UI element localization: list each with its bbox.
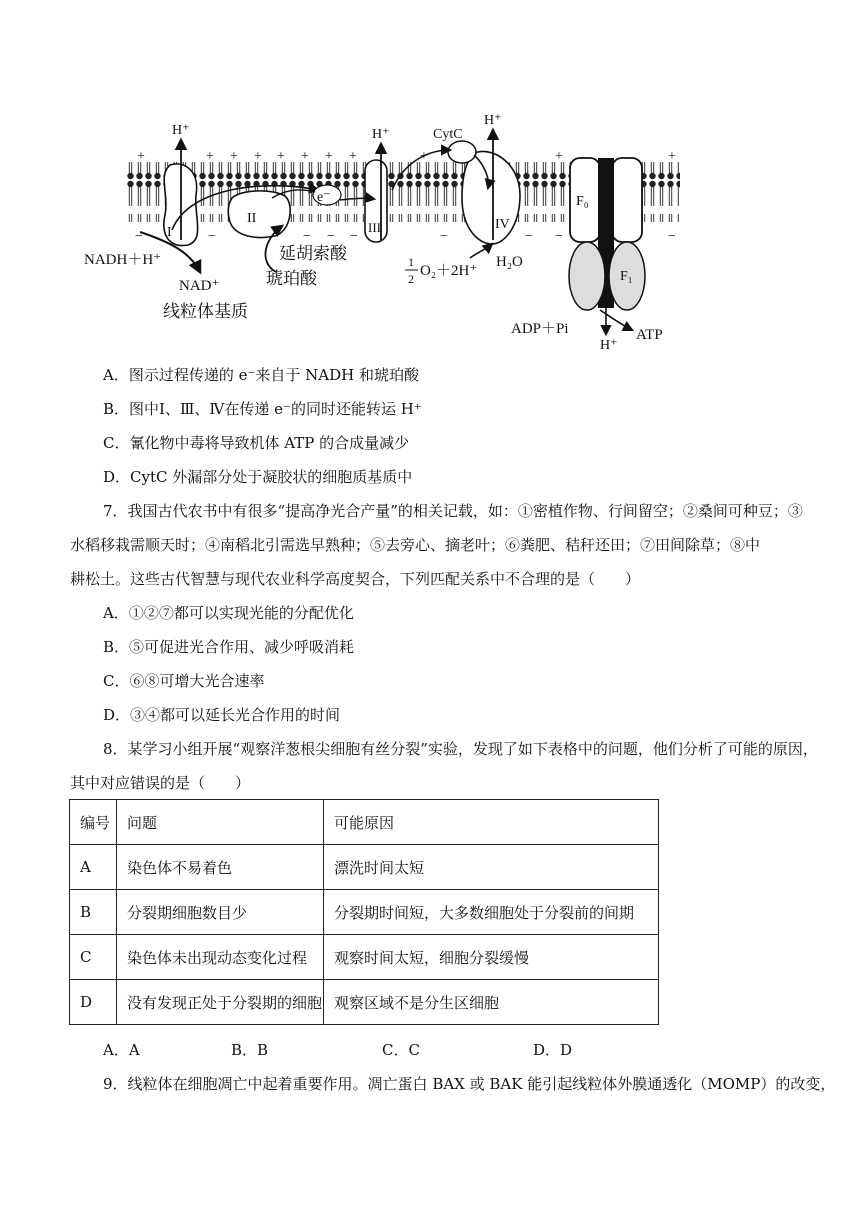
svg-text:−: − [350, 229, 358, 244]
svg-text:−: − [208, 229, 216, 244]
q7-option-b: B．⑤可促进光合作用、减少呼吸消耗 [103, 638, 355, 656]
table-row [70, 890, 659, 935]
table-row [70, 980, 659, 1025]
h2o-label: H₂O [496, 254, 523, 270]
q7-option-d: D．③④都可以延长光合作用的时间 [103, 706, 341, 724]
complex-3-label: III [368, 220, 381, 235]
table-header-cell: 可能原因 [324, 800, 659, 845]
atp-synthase-f0-right [612, 158, 642, 242]
q6-option-a: A．图示过程传递的 e⁻来自于 NADH 和琥珀酸 [103, 366, 419, 384]
q8-answer-b: B．B [231, 1041, 269, 1059]
svg-text:−: − [525, 229, 533, 244]
matrix-label: 线粒体基质 [163, 302, 248, 321]
mitochondria-etc-diagram [0, 0, 868, 360]
svg-text:−: − [135, 229, 143, 244]
fumarate-label: 延胡索酸 [279, 244, 347, 263]
svg-text:+: + [325, 149, 333, 164]
svg-text:+: + [555, 149, 563, 164]
atp-label: ATP [636, 327, 663, 343]
f1-label: F₁ [620, 269, 633, 284]
svg-text:+: + [277, 149, 285, 164]
cytc-label: CytC [433, 127, 463, 142]
complex-2 [228, 191, 290, 238]
f0-label: F₀ [576, 194, 589, 209]
table-cell: C [70, 935, 117, 980]
q7-option-c: C．⑥⑧可增大光合速率 [103, 672, 265, 690]
atp-synthase-f1-left [569, 242, 605, 310]
svg-text:−: − [668, 229, 676, 244]
svg-text:+: + [349, 149, 357, 164]
svg-text:+: + [254, 149, 262, 164]
q7-option-a: A．①②⑦都可以实现光能的分配优化 [103, 604, 354, 622]
q7-stem-line-1: 7．我国古代农书中有很多“提高净光合产量”的相关记载，如：①密植作物、行间留空；②桑间可种豆；③ [103, 502, 803, 520]
svg-text:+: + [206, 149, 214, 164]
table-cell: 染色体不易着色 [117, 845, 324, 890]
q8-stem-line-1: 8．某学习小组开展“观察洋葱根尖细胞有丝分裂”实验，发现了如下表格中的问题，他们分析了可能的原因， [103, 740, 818, 758]
h-plus-label-1: H⁺ [172, 123, 190, 138]
table-cell: 分裂期时间短，大多数细胞处于分裂前的间期 [324, 890, 659, 935]
table-cell: 染色体未出现动态变化过程 [117, 935, 324, 980]
svg-text:+: + [137, 149, 145, 164]
table-cell: D [70, 980, 117, 1025]
table-cell: 观察区域不是分生区细胞 [324, 980, 659, 1025]
svg-text:+: + [420, 149, 428, 164]
o2-fraction-num: 1 [408, 255, 414, 269]
table-header-cell: 问题 [117, 800, 324, 845]
o2-fraction-den: 2 [408, 272, 414, 286]
table-cell: B [70, 890, 117, 935]
h-plus-atp-label: H⁺ [600, 338, 618, 353]
q7-stem-line-3: 耕松土。这些古代智慧与现代农业科学高度契合，下列匹配关系中不合理的是（ ） [70, 570, 641, 588]
table-row [70, 845, 659, 890]
q8-answer-d: D．D [533, 1041, 573, 1059]
svg-text:−: − [440, 229, 448, 244]
svg-text:−: − [555, 229, 563, 244]
table-cell: 没有发现正处于分裂期的细胞 [117, 980, 324, 1025]
svg-text:+: + [230, 149, 238, 164]
table-cell: 分裂期细胞数目少 [117, 890, 324, 935]
adp-label: ADP＋Pi [511, 321, 569, 337]
cytc-protein [448, 141, 476, 163]
complex-4-label: IV [495, 217, 510, 232]
h-plus-label-3: H⁺ [484, 113, 502, 128]
q6-option-c: C．氰化物中毒将导致机体 ATP 的合成量减少 [103, 434, 410, 452]
q8-table [69, 799, 659, 1025]
table-cell: A [70, 845, 117, 890]
nad-label: NAD⁺ [179, 278, 220, 294]
table-header-row [70, 800, 659, 845]
table-header-cell: 编号 [70, 800, 117, 845]
nadh-label: NADH＋H⁺ [84, 252, 162, 268]
q7-stem-line-2: 水稻移栽需顺天时；④南稻北引需选早熟种；⑤去旁心、摘老叶；⑥粪肥、秸秆还田；⑦田间除草；⑧中 [70, 536, 761, 554]
q8-answer-a: A．A [103, 1041, 140, 1059]
q8-answer-c: C．C [382, 1041, 420, 1059]
q9-stem-line-1: 9．线粒体在细胞凋亡中起着重要作用。凋亡蛋白 BAX 或 BAK 能引起线粒体外膜通透化（MOMP）的改变， [103, 1075, 836, 1093]
table-cell: 观察时间太短，细胞分裂缓慢 [324, 935, 659, 980]
q6-option-b: B．图中Ⅰ、Ⅲ、Ⅳ在传递 e⁻的同时还能转运 H⁺ [103, 400, 422, 418]
svg-text:−: − [327, 229, 335, 244]
q6-option-d: D．CytC 外漏部分处于凝胶状的细胞质基质中 [103, 468, 413, 486]
table-row [70, 935, 659, 980]
q8-stem-line-2: 其中对应错误的是（ ） [70, 774, 251, 792]
svg-text:−: − [303, 229, 311, 244]
h-plus-label-2: H⁺ [372, 127, 390, 142]
electron-label: e⁻ [317, 190, 331, 205]
svg-text:+: + [668, 149, 676, 164]
table-cell: 漂洗时间太短 [324, 845, 659, 890]
o2-label: O₂＋2H⁺ [420, 263, 478, 279]
complex-2-label: II [247, 211, 257, 226]
svg-text:+: + [301, 149, 309, 164]
complex-1-label: I [167, 225, 172, 240]
succinate-label: 琥珀酸 [266, 269, 317, 288]
